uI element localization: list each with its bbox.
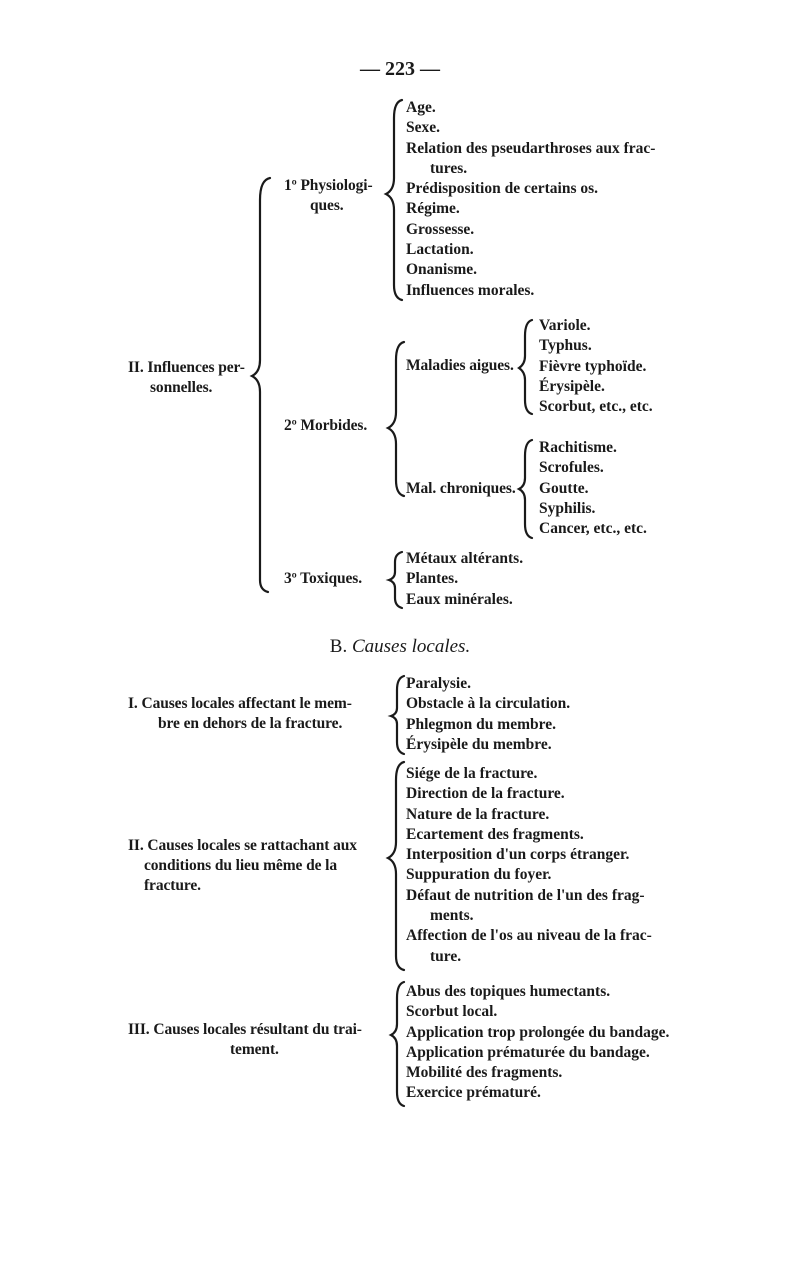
label-line: conditions du lieu même de la xyxy=(144,857,338,874)
section-heading xyxy=(0,636,800,658)
list-item: Sexe. xyxy=(406,119,441,137)
label-B-III xyxy=(128,1020,362,1060)
list-item: Grossesse. xyxy=(406,220,475,238)
list-physiologiques xyxy=(406,98,655,301)
list-item: Régime. xyxy=(406,200,460,218)
label-line: 1º Physiologi- xyxy=(284,177,373,194)
list-item: Affection de l'os au niveau de la frac- xyxy=(406,927,652,945)
list-item: Nature de la fracture. xyxy=(406,805,550,823)
list-item: tures. xyxy=(430,159,468,177)
list-maladies-chroniques xyxy=(539,438,647,539)
list-item: Rachitisme. xyxy=(539,439,617,456)
label-line: I. Causes locales affectant le mem- xyxy=(128,695,352,712)
list-B-I xyxy=(406,674,570,755)
label-line: II. Influences per- xyxy=(128,359,245,376)
list-item: Érysipèle. xyxy=(539,377,605,395)
label-line: ques. xyxy=(310,197,344,214)
brace-morbides xyxy=(388,342,404,496)
list-item: Lactation. xyxy=(406,241,474,259)
list-item: Cancer, etc., etc. xyxy=(539,520,647,538)
list-item: Suppuration du foyer. xyxy=(406,866,552,884)
list-item: Scorbut, etc., etc. xyxy=(539,398,653,416)
label-line: tement. xyxy=(230,1041,279,1058)
list-item: Phlegmon du membre. xyxy=(406,715,556,733)
list-item: Siége de la fracture. xyxy=(406,765,538,782)
list-item: Variole. xyxy=(539,317,591,334)
brace-chroniques xyxy=(519,440,532,538)
brace-B-I xyxy=(391,676,404,754)
list-item: ture. xyxy=(430,947,462,965)
section-heading-title: Causes locales. xyxy=(351,636,471,657)
list-item: Goutte. xyxy=(539,479,589,497)
brace-B-III xyxy=(391,982,404,1106)
list-item: Application trop prolongée du bandage. xyxy=(406,1023,670,1041)
list-item: Exercice prématuré. xyxy=(406,1084,541,1102)
list-B-III xyxy=(406,982,669,1104)
list-maladies-aigues xyxy=(539,316,653,417)
section-heading-label: B. xyxy=(329,636,348,657)
label-influences-personnelles xyxy=(128,358,245,398)
label-line: II. Causes locales se rattachant aux xyxy=(128,837,357,854)
list-item: Eaux minérales. xyxy=(406,590,513,608)
label-line: sonnelles. xyxy=(150,379,213,396)
brace-B-II xyxy=(388,762,404,970)
list-item: Ecartement des fragments. xyxy=(406,825,584,843)
label-maladies-aigues: Maladies aigues. xyxy=(406,357,514,374)
brace-physiologiques xyxy=(386,100,402,300)
list-item: Influences morales. xyxy=(406,281,535,299)
list-item: Syphilis. xyxy=(539,499,596,517)
list-item: Scrofules. xyxy=(539,459,604,477)
list-item: Scorbut local. xyxy=(406,1003,498,1021)
label-toxiques: 3º Toxiques. xyxy=(284,570,363,587)
list-item: Érysipèle du membre. xyxy=(406,735,552,753)
list-item: ments. xyxy=(430,907,474,925)
label-line: fracture. xyxy=(144,877,201,894)
label-maladies-chroniques: Mal. chroniques. xyxy=(406,480,516,497)
brace-aigues xyxy=(519,320,532,414)
brace-toxiques xyxy=(389,552,402,608)
list-item: Paralysie. xyxy=(406,675,471,692)
list-item: Age. xyxy=(406,99,436,116)
page-number: — 223 — xyxy=(360,58,440,80)
label-physiologiques xyxy=(284,176,373,216)
list-item: Plantes. xyxy=(406,570,459,588)
list-item: Interposition d'un corps étranger. xyxy=(406,846,630,864)
list-item: Direction de la fracture. xyxy=(406,785,565,803)
list-item: Onanisme. xyxy=(406,261,478,279)
list-item: Typhus. xyxy=(539,337,592,355)
list-item: Application prématurée du bandage. xyxy=(406,1043,650,1061)
list-item: Métaux altérants. xyxy=(406,550,524,567)
label-morbides: 2º Morbides. xyxy=(284,417,368,434)
list-item: Prédisposition de certains os. xyxy=(406,180,599,198)
label-line: bre en dehors de la fracture. xyxy=(158,715,343,732)
list-item: Obstacle à la circulation. xyxy=(406,695,571,713)
label-B-II xyxy=(128,836,357,896)
label-B-I xyxy=(128,694,352,734)
label-line: III. Causes locales résultant du trai- xyxy=(128,1021,362,1038)
list-toxiques xyxy=(406,549,523,610)
list-item: Mobilité des fragments. xyxy=(406,1064,563,1082)
list-item: Défaut de nutrition de l'un des frag- xyxy=(406,886,645,904)
list-item: Fièvre typhoïde. xyxy=(539,357,647,375)
brace-influences xyxy=(252,178,270,592)
list-item: Relation des pseudarthroses aux frac- xyxy=(406,139,656,157)
list-item: Abus des topiques humectants. xyxy=(406,983,611,1000)
list-B-II xyxy=(406,764,652,967)
